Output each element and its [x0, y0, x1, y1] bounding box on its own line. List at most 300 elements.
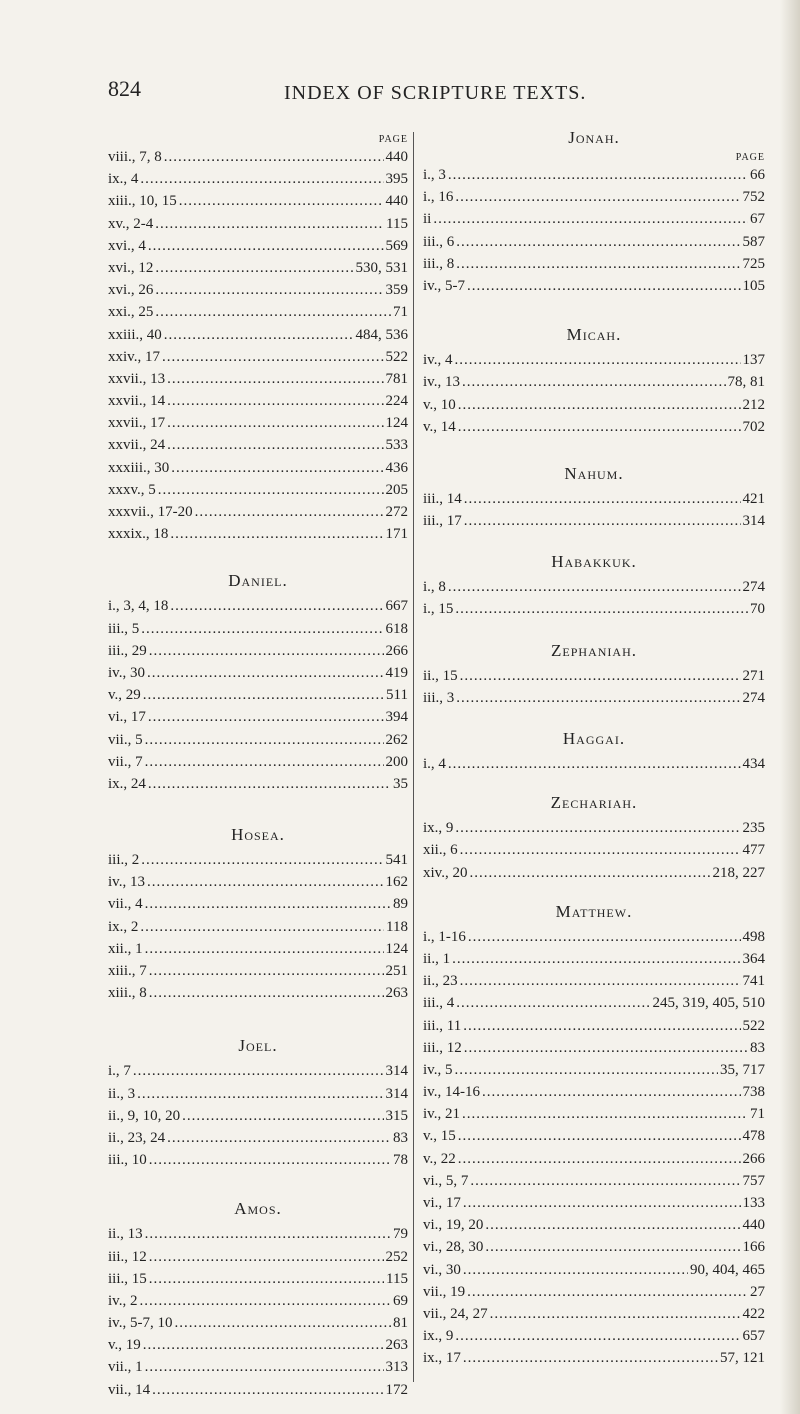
- index-entry: [108, 595, 408, 617]
- scripture-reference: ii., 1: [423, 950, 451, 967]
- index-entry: [108, 1083, 408, 1105]
- index-entry: [423, 1236, 765, 1258]
- page-reference: 166: [742, 1239, 765, 1256]
- page-reference: 533: [385, 437, 408, 454]
- index-entry: [108, 257, 408, 279]
- index-entry: [423, 1015, 765, 1037]
- scripture-reference: iii., 8: [423, 255, 455, 272]
- page-reference: 314: [742, 513, 765, 530]
- scripture-reference: viii., 7, 8: [108, 149, 162, 165]
- page-reference: 781: [385, 370, 408, 387]
- section-daniel: [108, 571, 408, 795]
- page-reference: 569: [385, 237, 408, 254]
- section-hosea: [108, 825, 408, 1004]
- page-reference: 313: [385, 1359, 408, 1376]
- index-entry: [108, 279, 408, 301]
- index-entry: [108, 662, 408, 684]
- scripture-reference: xxxvii., 17-20: [108, 504, 193, 520]
- index-entry: [423, 394, 765, 416]
- dot-leader: [145, 1223, 391, 1245]
- page-column-label: PAGE: [378, 134, 408, 145]
- page-reference: 81: [393, 1315, 408, 1332]
- page-reference: 478: [742, 1128, 765, 1145]
- dot-leader: [162, 346, 384, 368]
- page-reference: 436: [385, 459, 408, 476]
- scripture-reference: ii., 23: [423, 973, 458, 990]
- dot-leader: [133, 1060, 384, 1082]
- index-entry: [108, 1223, 408, 1245]
- scripture-reference: iv., 5-7, 10: [108, 1315, 173, 1332]
- dot-leader: [141, 618, 383, 640]
- dot-leader: [485, 1214, 740, 1236]
- page-reference: 115: [386, 1270, 408, 1287]
- dot-leader: [167, 412, 383, 434]
- scripture-reference: vii., 19: [423, 1283, 466, 1300]
- scripture-reference: iv., 30: [108, 664, 145, 681]
- dot-leader: [145, 893, 391, 915]
- scripture-reference: i., 8: [423, 579, 446, 596]
- index-entry: [108, 479, 408, 501]
- page-reference: 124: [385, 940, 408, 957]
- index-entry: [423, 416, 765, 438]
- page-reference: 274: [742, 689, 765, 706]
- page-reference: 657: [742, 1328, 765, 1345]
- scripture-reference: xiii., 7: [108, 963, 147, 979]
- dot-leader: [456, 687, 740, 709]
- page-reference: 757: [742, 1172, 765, 1189]
- page-reference: 205: [385, 481, 408, 498]
- index-entry: [108, 982, 408, 1004]
- index-entry: [108, 146, 408, 168]
- page-reference: 741: [742, 973, 765, 990]
- index-entry: [108, 213, 408, 235]
- scripture-reference: v., 14: [423, 418, 456, 435]
- scripture-reference: iii., 6: [423, 233, 455, 250]
- scripture-reference: xiii., 10, 15: [108, 193, 177, 210]
- dot-leader: [155, 213, 384, 235]
- dot-leader: [141, 849, 383, 871]
- page-reference: 71: [750, 1106, 765, 1123]
- index-entry: [108, 1334, 408, 1356]
- page-reference: 70: [750, 601, 765, 618]
- index-entry: [423, 208, 765, 230]
- dot-leader: [148, 706, 384, 728]
- column-divider: [413, 132, 414, 1382]
- dot-leader: [448, 576, 741, 598]
- scripture-reference: vii., 7: [108, 753, 143, 770]
- dot-leader: [149, 1149, 391, 1171]
- dot-leader: [458, 1125, 741, 1147]
- index-entry: [423, 1281, 765, 1303]
- section-haggai: [423, 729, 765, 775]
- dot-leader: [463, 1259, 688, 1281]
- section-heading: Nahum.: [564, 463, 624, 483]
- dot-leader: [467, 275, 741, 297]
- page-reference: 364: [742, 950, 765, 967]
- index-entry: [108, 618, 408, 640]
- page-reference: 115: [386, 215, 408, 232]
- page-reference: 171: [385, 526, 408, 543]
- index-entry: [108, 1060, 408, 1082]
- page-reference: 587: [742, 233, 765, 250]
- dot-leader: [149, 1268, 384, 1290]
- scripture-reference: iii., 11: [423, 1017, 462, 1034]
- scripture-reference: v., 29: [108, 687, 141, 704]
- dot-leader: [149, 1246, 384, 1268]
- page-reference: 252: [385, 1248, 408, 1265]
- dot-leader: [455, 1325, 740, 1347]
- index-entry: [108, 849, 408, 871]
- scripture-reference: iii., 4: [423, 995, 455, 1012]
- dot-leader: [143, 684, 384, 706]
- page-reference: 725: [742, 255, 765, 272]
- page-reference: 421: [742, 490, 765, 507]
- page-reference: 83: [750, 1039, 765, 1056]
- page-reference: 738: [742, 1084, 765, 1101]
- dot-leader: [460, 970, 741, 992]
- page-reference: 434: [742, 756, 765, 772]
- dot-leader: [149, 982, 384, 1004]
- index-entry: [108, 390, 408, 412]
- scripture-reference: iii., 12: [108, 1248, 147, 1265]
- dot-leader: [164, 146, 384, 168]
- scripture-reference: xxvii., 13: [108, 370, 166, 387]
- dot-leader: [455, 186, 740, 208]
- index-entry: [108, 1379, 408, 1401]
- page-reference: 200: [385, 753, 408, 770]
- index-entry: [108, 235, 408, 257]
- scripture-reference: ix., 9: [423, 820, 454, 837]
- index-entry: [423, 371, 765, 393]
- index-entry: [423, 1059, 765, 1081]
- scripture-reference: iii., 2: [108, 852, 140, 869]
- page-reference: 541: [385, 852, 408, 869]
- scripture-reference: xvi., 12: [108, 259, 154, 276]
- index-entry: [423, 1103, 765, 1125]
- page-reference: 105: [742, 277, 765, 294]
- scripture-reference: iii., 3: [423, 689, 455, 706]
- scripture-reference: xv., 2-4: [108, 215, 154, 232]
- page-reference: 522: [385, 348, 408, 365]
- page-reference: 419: [385, 664, 408, 681]
- index-entry: [108, 1356, 408, 1378]
- index-entry: [423, 576, 765, 598]
- scripture-reference: i., 16: [423, 189, 454, 206]
- scripture-reference: iv., 5: [423, 1061, 453, 1078]
- scripture-reference: xxiv., 17: [108, 348, 160, 365]
- right-column: [423, 128, 765, 1370]
- index-entry: [423, 1259, 765, 1281]
- dot-leader: [170, 523, 383, 545]
- scripture-reference: i., 3, 4, 18: [108, 598, 169, 615]
- page-reference: 477: [742, 842, 765, 859]
- dot-leader: [482, 1081, 741, 1103]
- scripture-reference: ix., 9: [423, 1328, 454, 1345]
- page-reference: 422: [742, 1305, 765, 1322]
- dot-leader: [458, 1148, 741, 1170]
- page-reference: 212: [742, 396, 765, 413]
- section-micah: [423, 325, 765, 438]
- page-reference: 618: [385, 620, 408, 637]
- page-reference: 251: [385, 963, 408, 979]
- scripture-reference: iii., 15: [108, 1270, 147, 1287]
- scripture-reference: vi., 19, 20: [423, 1217, 484, 1234]
- scripture-reference: xiv., 20: [423, 864, 468, 881]
- index-entry: [108, 368, 408, 390]
- index-entry: [423, 992, 765, 1014]
- scripture-reference: vii., 5: [108, 731, 143, 748]
- index-entry: [423, 970, 765, 992]
- index-entry: [423, 1303, 765, 1325]
- page-reference: 752: [742, 189, 765, 206]
- dot-leader: [152, 1379, 383, 1401]
- page-reference: 218, 227: [712, 864, 765, 881]
- dot-leader: [195, 501, 384, 523]
- scripture-reference: xiii., 8: [108, 985, 147, 1002]
- page-reference: 224: [385, 393, 408, 410]
- section-zephaniah: [423, 641, 765, 709]
- dot-leader: [469, 862, 710, 884]
- dot-leader: [467, 1281, 748, 1303]
- page-reference: 35, 717: [720, 1061, 765, 1078]
- page-reference: 78: [393, 1152, 408, 1169]
- dot-leader: [171, 457, 383, 479]
- scripture-reference: vi., 30: [423, 1261, 461, 1278]
- scripture-reference: vii., 24, 27: [423, 1305, 488, 1322]
- scripture-reference: xxvii., 24: [108, 437, 166, 454]
- scripture-reference: xxi., 25: [108, 304, 154, 321]
- scripture-reference: vi., 17: [423, 1195, 461, 1211]
- page-reference: 484, 536: [355, 326, 408, 343]
- dot-leader: [147, 871, 384, 893]
- page-reference: 667: [385, 598, 408, 615]
- scripture-reference: xvi., 26: [108, 282, 154, 299]
- index-entry: [423, 510, 765, 532]
- page-reference: 440: [742, 1217, 765, 1234]
- page-reference: 530, 531: [355, 259, 408, 276]
- page-reference: 57, 121: [720, 1350, 765, 1367]
- page-reference: 79: [393, 1226, 408, 1243]
- index-entry: [108, 916, 408, 938]
- dot-leader: [145, 729, 384, 751]
- index-entry: [108, 412, 408, 434]
- dot-leader: [167, 390, 383, 412]
- scripture-reference: vii., 1: [108, 1359, 143, 1376]
- dot-leader: [462, 1103, 748, 1125]
- scripture-reference: xxxiii., 30: [108, 459, 170, 476]
- dot-leader: [137, 1083, 383, 1105]
- scripture-reference: xii., 1: [108, 940, 143, 957]
- section-heading: Zephaniah.: [551, 640, 637, 660]
- section-heading: Daniel.: [228, 571, 288, 591]
- scripture-reference: v., 19: [108, 1337, 141, 1354]
- page-reference: 162: [385, 874, 408, 891]
- page-reference: 90, 404, 465: [690, 1261, 765, 1278]
- index-entry: [423, 1037, 765, 1059]
- section-nahum: [423, 464, 765, 532]
- page-reference: 314: [385, 1063, 408, 1080]
- dot-leader: [448, 753, 741, 775]
- scripture-reference: ii., 23, 24: [108, 1129, 166, 1146]
- section-matthew: [423, 902, 765, 1370]
- index-entry: [108, 501, 408, 523]
- dot-leader: [485, 1236, 740, 1258]
- index-entry: [108, 1246, 408, 1268]
- page-reference: 271: [742, 667, 765, 684]
- scripture-reference: i., 15: [423, 601, 454, 618]
- dot-leader: [148, 773, 391, 795]
- dot-leader: [149, 640, 384, 662]
- dot-leader: [464, 1037, 748, 1059]
- index-entry: [108, 871, 408, 893]
- index-entry: [108, 640, 408, 662]
- index-entry: [423, 231, 765, 253]
- dot-leader: [140, 168, 383, 190]
- dot-leader: [464, 488, 741, 510]
- page-column-label: PAGE: [735, 152, 765, 163]
- dot-leader: [148, 235, 384, 257]
- scripture-reference: ix., 17: [423, 1350, 461, 1367]
- dot-leader: [155, 279, 383, 301]
- scripture-reference: iii., 14: [423, 490, 462, 507]
- section-zechariah: [423, 793, 765, 884]
- page-reference: 35: [393, 775, 408, 792]
- index-entry: [423, 1214, 765, 1236]
- page-reference: 702: [742, 418, 765, 435]
- section-heading: Micah.: [566, 325, 622, 345]
- scripture-reference: vi., 17: [108, 709, 146, 726]
- page-reference: 263: [385, 985, 408, 1002]
- section-heading: Habakkuk.: [551, 552, 637, 572]
- index-entry: [423, 349, 765, 371]
- index-entry: [108, 684, 408, 706]
- scripture-reference: vi., 5, 7: [423, 1172, 469, 1189]
- dot-leader: [149, 960, 384, 982]
- page-reference: 272: [385, 504, 408, 520]
- page-reference: 118: [386, 918, 408, 935]
- dot-leader: [458, 394, 741, 416]
- section-continued: [108, 134, 408, 545]
- section-heading: Hosea.: [231, 825, 285, 845]
- index-entry: [423, 1347, 765, 1369]
- index-entry: [108, 751, 408, 773]
- dot-leader: [463, 1347, 718, 1369]
- scripture-reference: xxvii., 17: [108, 415, 166, 432]
- running-head: INDEX OF SCRIPTURE TEXTS.: [284, 82, 587, 104]
- index-entry: [423, 948, 765, 970]
- section-heading: Jonah.: [568, 128, 620, 147]
- scripture-reference: iii., 12: [423, 1039, 462, 1056]
- dot-leader: [460, 665, 741, 687]
- index-entry: [108, 773, 408, 795]
- page-reference: 263: [385, 1337, 408, 1354]
- scripture-reference: iv., 14-16: [423, 1084, 480, 1101]
- dot-leader: [455, 817, 740, 839]
- scripture-reference: i., 7: [108, 1063, 131, 1080]
- page-reference: 440: [385, 149, 408, 165]
- dot-leader: [433, 208, 748, 230]
- scripture-reference: ii: [423, 211, 432, 228]
- dot-leader: [448, 164, 748, 186]
- scripture-reference: ii., 15: [423, 667, 458, 684]
- scripture-reference: ii., 3: [108, 1085, 136, 1102]
- index-entry: [108, 1127, 408, 1149]
- index-entry: [423, 687, 765, 709]
- scripture-reference: xvi., 4: [108, 237, 146, 254]
- scripture-reference: ii., 9, 10, 20: [108, 1107, 181, 1124]
- scripture-reference: iv., 5-7: [423, 277, 465, 294]
- section-amos: [108, 1199, 408, 1401]
- scripture-reference: iii., 17: [423, 513, 462, 530]
- page-reference: 440: [385, 193, 408, 210]
- dot-leader: [139, 1290, 391, 1312]
- dot-leader: [456, 253, 740, 275]
- index-entry: [423, 488, 765, 510]
- page-reference: 245, 319, 405, 510: [652, 995, 765, 1012]
- scripture-reference: v., 22: [423, 1150, 456, 1167]
- dot-leader: [460, 839, 741, 861]
- left-column: [108, 128, 408, 1401]
- page-reference: 274: [742, 579, 765, 596]
- page-reference: 395: [385, 171, 408, 188]
- scripture-reference: vi., 28, 30: [423, 1239, 484, 1256]
- page-reference: 67: [750, 211, 765, 228]
- index-entry: [108, 706, 408, 728]
- scripture-reference: vii., 14: [108, 1381, 151, 1398]
- page-reference: 266: [742, 1150, 765, 1167]
- section-jonah: [423, 128, 765, 297]
- dot-leader: [155, 301, 391, 323]
- page-reference: 89: [393, 896, 408, 913]
- dot-leader: [145, 1356, 384, 1378]
- scripture-reference: iv., 13: [423, 374, 460, 391]
- index-entry: [108, 1290, 408, 1312]
- index-entry: [423, 862, 765, 884]
- page-reference: 137: [742, 352, 765, 369]
- page-reference: 266: [385, 642, 408, 659]
- index-entry: [108, 457, 408, 479]
- dot-leader: [463, 1015, 740, 1037]
- dot-leader: [167, 434, 383, 456]
- index-entry: [423, 1192, 765, 1214]
- page-reference: 262: [385, 731, 408, 748]
- index-entry: [108, 1312, 408, 1334]
- index-entry: [108, 1268, 408, 1290]
- dot-leader: [158, 479, 384, 501]
- index-entry: [108, 301, 408, 323]
- section-joel: [108, 1036, 408, 1171]
- page-reference: 522: [742, 1017, 765, 1034]
- dot-leader: [170, 595, 383, 617]
- dot-leader: [167, 1127, 391, 1149]
- scripture-reference: xxiii., 40: [108, 326, 162, 343]
- scripture-reference: ix., 2: [108, 918, 139, 935]
- index-entry: [108, 324, 408, 346]
- dot-leader: [147, 662, 384, 684]
- index-entry: [108, 1149, 408, 1171]
- index-entry: [423, 665, 765, 687]
- dot-leader: [458, 416, 741, 438]
- scripture-reference: iv., 21: [423, 1106, 460, 1123]
- scripture-reference: i., 3: [423, 167, 446, 183]
- page-reference: 172: [385, 1381, 408, 1398]
- index-entry: [423, 275, 765, 297]
- index-entry: [423, 253, 765, 275]
- index-entry: [423, 186, 765, 208]
- index-entry: [423, 1170, 765, 1192]
- scripture-reference: i., 1-16: [423, 928, 466, 945]
- dot-leader: [164, 324, 354, 346]
